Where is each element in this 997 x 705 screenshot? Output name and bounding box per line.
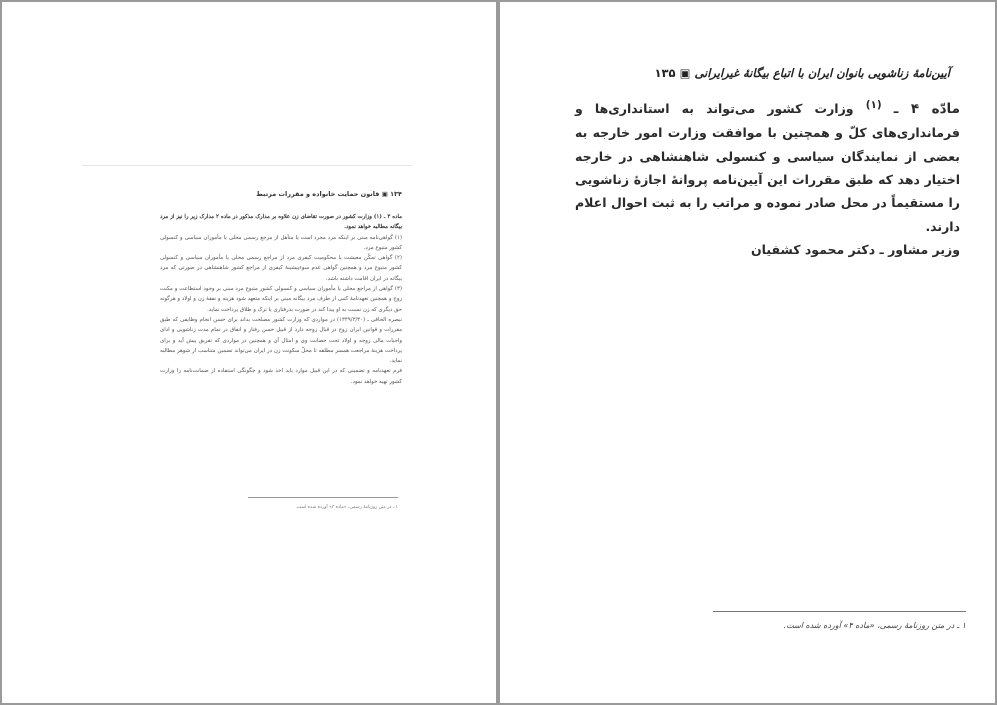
left-article-3: ماده ۳ ـ (۱) وزارت کشور در صورت تقاضای زن علاوه بر مدارک مذکور در ماده ۲ مدارک زیر را نیز از مرد بیگانه مطالبه خواهد نمود. <box>160 214 402 231</box>
left-note: تبصره الحاقی ـ (۱۳۴۹/۳/۳۰) در مواردی که وزارت کشور مصلحت بداند برای حسن انجام وظایفی که طبق مقررات و قوانین ایران زوج در قبال زوجه دارد از قبیل حسن رفتار و انفاق در تمام مدت زناشویی و ادای واجبات مالی زوجه و اولاد تحت حضانت وی و امثال آن و همچنین در مواردی که تفریق پیش آید و برای پرداخت هزینهٔ مراجعت همسر مطلقه تا محلّ سکونت زن در ایران می‌تواند تضمین متناسب از شوهر مطالبه نماید. <box>160 316 402 365</box>
running-title: آیین‌نامهٔ زناشویی بانوان ایران با اتباع بیگانهٔ غیرایرانی <box>694 66 950 80</box>
left-clause-3: (۳) گواهی از مراجع محلی یا مأموران سیاسی و کنسولی کشور متبوع مرد مبنی بر وجود استطاعت و مکنت زوج و همچنین تعهدنامهٔ کتبی از طرف مرد بیگانه مبنی بر اینکه متعهد شود هزینه و نفقهٔ زن و اولاد و هرگونه حق دیگری که زن نسبت به او پیدا کند در صورت بدرفتاری یا ترک و طلاق پرداخت نماید. <box>160 286 402 313</box>
left-page-header: ۱۳۴ ▣ قانون حمایت خانواده و مقررات مرتبط <box>256 190 402 198</box>
page-number: ۱۳۵ <box>654 66 676 80</box>
article-text: وزارت کشور می‌تواند به استانداری‌ها و فرمانداری‌های کلّ و همچنین با موافقت وزارت امور خارجه به بعضی از نمایندگان سیاسی و کنسولی شاهنشاهی در خارجه اختیار دهد که طبق مقررات این آیین‌نامه پروانهٔ اجازهٔ زناشویی را مستقیماً در محل صادر نموده و مراتب را به ثبت احوال اعلام دارند. <box>575 101 960 234</box>
left-clause-1: (۱) گواهی‌نامه مبنی بر اینکه مرد مجرد است یا متأهل از مرجع رسمی محلی یا مأموران سیاسی و کنسولی کشور متبوع مرد. <box>160 234 402 251</box>
right-footnote-rule <box>713 611 966 612</box>
left-page <box>2 2 496 703</box>
right-page-body <box>575 94 960 261</box>
right-page <box>500 2 995 703</box>
article-title: مادّه ۴ ـ <box>893 101 960 118</box>
footnote-marker: (۱) <box>865 99 882 111</box>
header-square-icon: ▣ <box>679 66 691 80</box>
signature: وزیر مشاور ـ دکتر محمود کشفیان <box>751 241 960 257</box>
left-footnote-rule <box>248 497 398 498</box>
left-closing-paragraph: فرم تعهدنامه و تضمینی که در این قبیل موارد باید اخذ شود و چگونگی استفاده از ضمانت‌نامه را وزارت کشور تهیه خواهد نمود. <box>160 368 402 385</box>
right-footnote: ۱ ـ در متن روزنامهٔ رسمی، «ماده ۴» آورده شده است. <box>783 621 966 630</box>
left-footnote: ۱ ـ در متن روزنامهٔ رسمی، «ماده ۳» آورده شده است. <box>295 505 398 510</box>
article-4 <box>575 94 960 238</box>
left-page-body <box>160 212 402 387</box>
right-page-header <box>550 66 950 80</box>
scan-artifact-line <box>82 165 412 166</box>
left-clause-2: (۲) گواهی تمکّن معیشت یا محکومیت کیفری مرد از مراجع رسمی محلی یا مأموران سیاسی و کنسولی کشور متبوع مرد و همچنین گواهی عدم سوءپیشینهٔ کیفری از مراجع کشور شاهنشاهی در صورتی که مرد بیگانه در ایران اقامت داشته باشد. <box>160 255 402 282</box>
